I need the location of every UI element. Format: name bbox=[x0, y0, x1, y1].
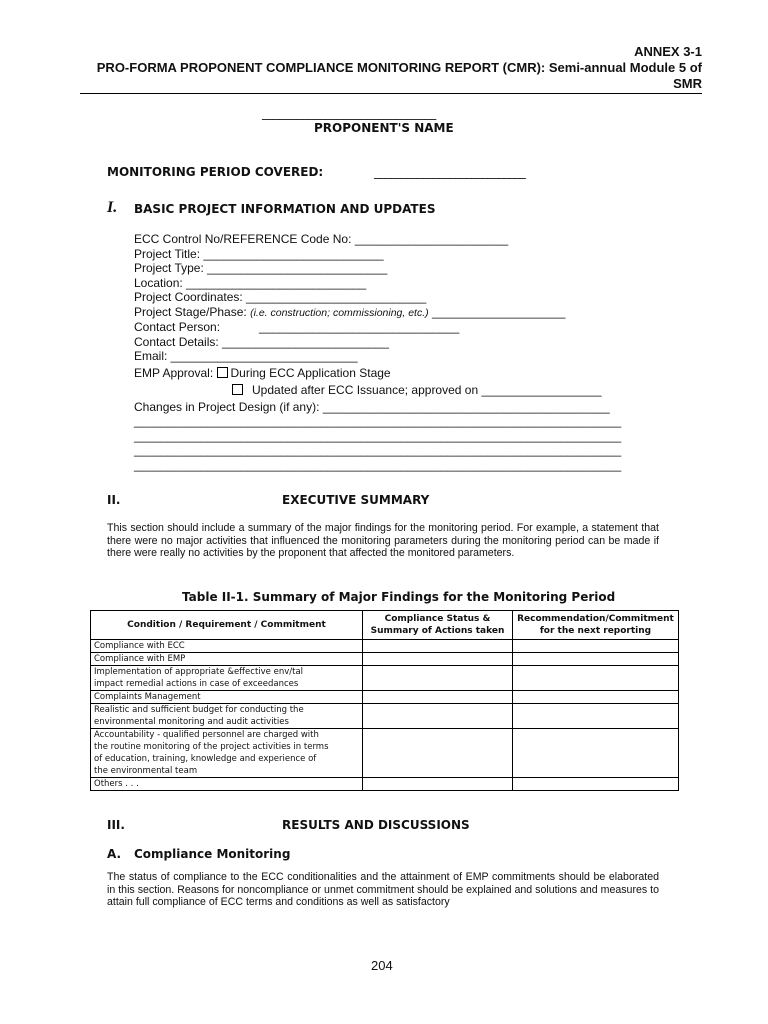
changes-line: _________________________________________________________________________ bbox=[134, 457, 622, 472]
table-cell[interactable] bbox=[363, 704, 513, 729]
ecc-control-field: ECC Control No/REFERENCE Code No: _______________________ bbox=[134, 232, 509, 246]
monitoring-period-blank: ____________________________ bbox=[374, 165, 526, 179]
table-title: Table II-1. Summary of Major Findings for the Monitoring Period bbox=[182, 590, 616, 604]
emp-updated-field bbox=[232, 383, 694, 398]
report-title: PRO-FORMA PROPONENT COMPLIANCE MONITORING REPORT (CMR): Semi-annual Module 5 of bbox=[96, 60, 702, 75]
table-cell[interactable] bbox=[363, 653, 513, 666]
emp-updated-checkbox[interactable] bbox=[232, 384, 243, 395]
project-stage-field bbox=[134, 305, 694, 321]
table-cell: Complaints Management bbox=[91, 691, 363, 704]
report-title-line2: SMR bbox=[673, 76, 702, 91]
emp-during-application-label: During ECC Application Stage bbox=[230, 365, 391, 380]
emp-during-application-checkbox[interactable] bbox=[217, 367, 228, 378]
changes-line: _________________________________________________________________________ bbox=[134, 443, 622, 457]
section-3-numeral: III. bbox=[107, 818, 125, 832]
table-cell: Accountability - qualified personnel are charged with the routine monitoring of the project activities in terms of education, training, knowledge and experience of the environmental team bbox=[91, 729, 363, 778]
emp-updated-label: Updated after ECC Issuance; approved on __________________ bbox=[252, 383, 602, 397]
compliance-monitoring-paragraph: The status of compliance to the ECC conditionalities and the attainment of EMP commitments should be elaborated in this section. Reasons for noncompliance or unmet commitment should be explained and solutions and measures to attain full compliance of ECC terms and conditions as well as satisfactory bbox=[107, 871, 659, 909]
table-cell[interactable] bbox=[363, 778, 513, 791]
table-cell[interactable] bbox=[513, 640, 679, 653]
proponent-name-label: PROPONENT'S NAME bbox=[314, 121, 454, 135]
annex-label: ANNEX 3-1 bbox=[634, 44, 702, 59]
changes-design-field: Changes in Project Design (if any): ___________________________________________ bbox=[134, 399, 610, 414]
table-cell: Realistic and sufficient budget for conducting the environmental monitoring and audit activities bbox=[91, 704, 363, 729]
project-stage-label: Project Stage/Phase: bbox=[134, 304, 251, 319]
project-stage-hint: (i.e. construction; commissioning, etc.) bbox=[250, 306, 429, 319]
findings-table bbox=[90, 610, 679, 791]
section-3-title: RESULTS AND DISCUSSIONS bbox=[282, 818, 470, 832]
section-2-numeral: II. bbox=[107, 493, 121, 507]
contact-person-label: Contact Person: bbox=[134, 320, 221, 334]
table-row bbox=[91, 666, 679, 691]
table-header-row bbox=[91, 611, 679, 640]
header-condition: Condition / Requirement / Commitment bbox=[91, 611, 363, 640]
table-cell[interactable] bbox=[363, 729, 513, 778]
header-recommendation: Recommendation/Commitment for the next reporting bbox=[513, 611, 679, 640]
table-row bbox=[91, 704, 679, 729]
table-row bbox=[91, 729, 679, 778]
executive-summary-paragraph: This section should include a summary of the major findings for the monitoring period. For example, a statement that there were no major activities that influenced the monitoring parameters during the monitoring period can be made if there were really no activities by the proponent that affected the monitored parameters. bbox=[107, 522, 659, 560]
table-row bbox=[91, 778, 679, 791]
project-stage-blank: ____________________ bbox=[428, 304, 566, 319]
table-row bbox=[91, 691, 679, 704]
page-number: 204 bbox=[371, 958, 393, 973]
table-cell: Compliance with ECC bbox=[91, 640, 363, 653]
table-cell[interactable] bbox=[513, 666, 679, 691]
emp-approval-field bbox=[134, 366, 694, 381]
table-cell[interactable] bbox=[513, 691, 679, 704]
header-compliance-status: Compliance Status & Summary of Actions taken bbox=[363, 611, 513, 640]
subsection-a-title: Compliance Monitoring bbox=[134, 847, 291, 861]
email-field: Email: ____________________________ bbox=[134, 349, 358, 363]
table-cell[interactable] bbox=[363, 666, 513, 691]
changes-line: _________________________________________________________________________ bbox=[134, 414, 622, 428]
table-cell: Others . . . bbox=[91, 778, 363, 791]
table-cell[interactable] bbox=[513, 778, 679, 791]
changes-line: _________________________________________________________________________ bbox=[134, 428, 622, 443]
section-1-fields bbox=[134, 232, 694, 472]
project-title-field: Project Title: ___________________________ bbox=[134, 246, 384, 261]
project-coordinates-field: Project Coordinates: ___________________________ bbox=[134, 290, 427, 304]
project-type-field: Project Type: ___________________________ bbox=[134, 261, 388, 275]
subsection-a-letter: A. bbox=[107, 847, 122, 861]
proponent-name-blank: ______________________________ bbox=[262, 106, 437, 120]
table-cell[interactable] bbox=[513, 653, 679, 666]
section-1-title: BASIC PROJECT INFORMATION AND UPDATES bbox=[134, 202, 436, 216]
table-cell[interactable] bbox=[363, 640, 513, 653]
table-cell[interactable] bbox=[363, 691, 513, 704]
header-rule bbox=[80, 93, 702, 94]
monitoring-period-label: MONITORING PERIOD COVERED: bbox=[107, 165, 324, 179]
contact-person-blank: ______________________________ bbox=[259, 320, 460, 334]
contact-details-field: Contact Details: _________________________ bbox=[134, 334, 389, 349]
table-cell: Implementation of appropriate &effective env/tal impact remedial actions in case of exceedances bbox=[91, 666, 363, 691]
section-1-numeral: I. bbox=[107, 199, 118, 216]
emp-approval-label: EMP Approval: bbox=[134, 365, 217, 380]
table-row bbox=[91, 640, 679, 653]
table-cell: Compliance with EMP bbox=[91, 653, 363, 666]
contact-person-field bbox=[134, 320, 694, 335]
section-2-title: EXECUTIVE SUMMARY bbox=[282, 493, 430, 507]
location-field: Location: ___________________________ bbox=[134, 275, 367, 290]
table-row bbox=[91, 653, 679, 666]
table-cell[interactable] bbox=[513, 729, 679, 778]
table-cell[interactable] bbox=[513, 704, 679, 729]
